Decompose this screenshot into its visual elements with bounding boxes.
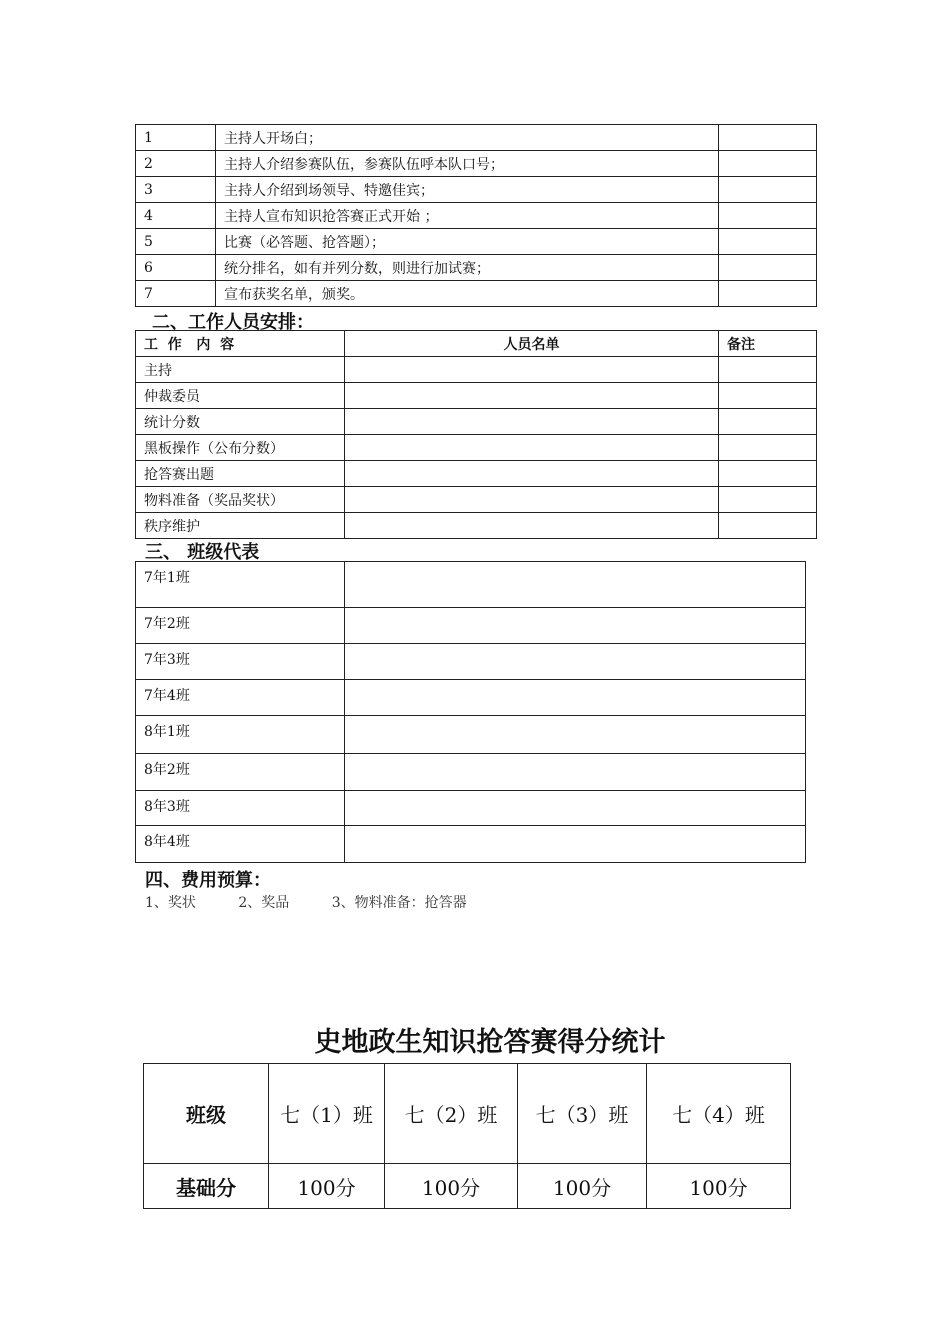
step-note — [719, 125, 817, 151]
table-row — [136, 608, 806, 644]
class-column-header: 七（3）班 — [518, 1064, 647, 1164]
names-cell — [345, 435, 719, 461]
remarks-cell — [719, 435, 817, 461]
task-cell: 仲裁委员 — [136, 383, 345, 409]
classes-heading: 三、 班级代表 — [145, 542, 260, 563]
step-number: 4 — [136, 203, 216, 229]
table-row — [136, 680, 806, 716]
class-rep-cell — [345, 716, 806, 754]
table-row — [136, 203, 817, 229]
class-name: 7年1班 — [136, 562, 345, 608]
remarks-cell — [719, 513, 817, 539]
score-cell: 100分 — [518, 1164, 647, 1209]
step-number: 2 — [136, 151, 216, 177]
budget-item: 3、物料准备：抢答器 — [331, 895, 467, 911]
budget-items — [145, 892, 505, 912]
class-name: 8年2班 — [136, 754, 345, 791]
score-title: 史地政生知识抢答赛得分统计 — [314, 1027, 666, 1058]
task-cell: 统计分数 — [136, 409, 345, 435]
staff-heading: 二、工作人员安排： — [152, 312, 314, 333]
class-name: 7年3班 — [136, 644, 345, 680]
step-note — [719, 255, 817, 281]
table-header-row — [136, 331, 817, 357]
procedure-table — [135, 124, 817, 307]
names-cell — [345, 513, 719, 539]
table-row — [136, 791, 806, 826]
step-number: 1 — [136, 125, 216, 151]
step-note — [719, 281, 817, 307]
column-header-names: 人员名单 — [345, 331, 719, 357]
task-cell: 物料准备（奖品奖状） — [136, 487, 345, 513]
table-row — [136, 151, 817, 177]
class-name: 7年4班 — [136, 680, 345, 716]
class-column-header: 七（1）班 — [269, 1064, 385, 1164]
class-rep-cell — [345, 608, 806, 644]
table-row — [136, 357, 817, 383]
step-number: 6 — [136, 255, 216, 281]
table-row — [136, 125, 817, 151]
table-row — [136, 716, 806, 754]
table-row — [136, 487, 817, 513]
class-name: 8年3班 — [136, 791, 345, 826]
score-cell: 100分 — [269, 1164, 385, 1209]
step-text: 主持人宣布知识抢答赛正式开始 ； — [216, 203, 719, 229]
step-number: 5 — [136, 229, 216, 255]
class-column-header: 七（2）班 — [385, 1064, 518, 1164]
score-row — [144, 1164, 791, 1209]
step-text: 统分排名，如有并列分数，则进行加试赛； — [216, 255, 719, 281]
task-cell: 黑板操作（公布分数） — [136, 435, 345, 461]
table-row — [136, 644, 806, 680]
budget-heading: 四、费用预算： — [145, 870, 271, 891]
step-text: 主持人介绍参赛队伍，参赛队伍呼本队口号； — [216, 151, 719, 177]
table-row — [136, 229, 817, 255]
step-text: 比赛（必答题、抢答题）； — [216, 229, 719, 255]
table-row — [136, 383, 817, 409]
step-number: 7 — [136, 281, 216, 307]
table-row — [136, 754, 806, 791]
remarks-cell — [719, 409, 817, 435]
class-representatives-table — [135, 561, 806, 863]
staff-table — [135, 330, 817, 539]
class-column-header: 七（4）班 — [647, 1064, 791, 1164]
class-rep-cell — [345, 644, 806, 680]
table-row — [136, 435, 817, 461]
class-rep-cell — [345, 826, 806, 863]
task-cell: 秩序维护 — [136, 513, 345, 539]
column-header-remarks: 备注 — [719, 331, 817, 357]
score-header-row — [144, 1064, 791, 1164]
names-cell — [345, 409, 719, 435]
class-rep-cell — [345, 562, 806, 608]
class-rep-cell — [345, 754, 806, 791]
table-row — [136, 826, 806, 863]
remarks-cell — [719, 487, 817, 513]
step-text: 主持人开场白； — [216, 125, 719, 151]
class-rep-cell — [345, 680, 806, 716]
step-note — [719, 229, 817, 255]
task-cell: 抢答赛出题 — [136, 461, 345, 487]
budget-item: 2、奖品 — [238, 895, 290, 911]
names-cell — [345, 487, 719, 513]
table-row — [136, 513, 817, 539]
class-name: 8年4班 — [136, 826, 345, 863]
class-name: 8年1班 — [136, 716, 345, 754]
table-row — [136, 281, 817, 307]
step-text: 主持人介绍到场领导、特邀佳宾； — [216, 177, 719, 203]
class-label: 班级 — [144, 1064, 269, 1164]
table-row — [136, 409, 817, 435]
remarks-cell — [719, 357, 817, 383]
table-row — [136, 177, 817, 203]
task-cell: 主持 — [136, 357, 345, 383]
table-row — [136, 562, 806, 608]
table-row — [136, 255, 817, 281]
column-header-task: 工 作 内 容 — [136, 331, 345, 357]
score-cell: 100分 — [385, 1164, 518, 1209]
names-cell — [345, 461, 719, 487]
step-note — [719, 203, 817, 229]
step-note — [719, 151, 817, 177]
step-text: 宣布获奖名单，颁奖。 — [216, 281, 719, 307]
names-cell — [345, 383, 719, 409]
class-name: 7年2班 — [136, 608, 345, 644]
remarks-cell — [719, 461, 817, 487]
table-row — [136, 461, 817, 487]
class-rep-cell — [345, 791, 806, 826]
names-cell — [345, 357, 719, 383]
step-number: 3 — [136, 177, 216, 203]
score-cell: 100分 — [647, 1164, 791, 1209]
step-note — [719, 177, 817, 203]
remarks-cell — [719, 383, 817, 409]
budget-item: 1、奖状 — [145, 895, 196, 911]
base-score-label: 基础分 — [144, 1164, 269, 1209]
score-table — [143, 1063, 791, 1209]
